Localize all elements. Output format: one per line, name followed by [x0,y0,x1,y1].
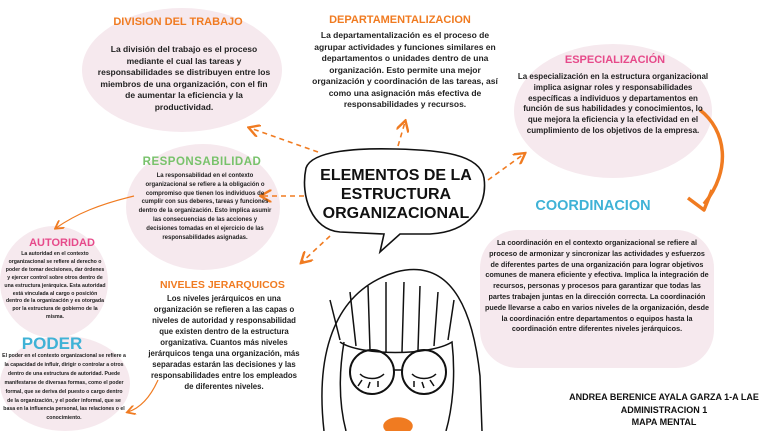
poder-title: PODER [21,334,83,353]
arrow-niveles [302,236,330,262]
arrow-especializacion [488,154,524,180]
autoridad-text: La autoridad en el contexto organizacional se refiere al derecho o poder de tomar decisiones, dar órdenes y ejercer control sobre otros dentro de una estructura jerárquica. Esta autoridad está vinculada al cargo o posición dentro de la organización y es otorgada por la estructura de gobierno de la misma. [4,251,106,321]
especializacion-title: ESPECIALIZACIÓN [564,54,666,66]
arrow-coordinacion-head [688,190,712,210]
departamentalizacion-text: La departamentalización es el proceso de agrupar actividades y funciones similares en departamentos o unidades dentro de una organización. Esto permite una mejor organización y coordinación de las tareas, así como una asignación más efectiva de responsabilidades y recursos. [312,30,498,109]
responsabilidad-title: RESPONSABILIDAD [142,156,262,168]
credits-author: ANDREA BERENICE AYALA GARZA 1-A LAE [569,392,759,402]
arrow-departamentalizacion [398,122,405,146]
niveles-title: NIVELES JERARQUICOS [160,279,285,291]
poder-text: El poder en el contexto organizacional se refiere a la capacidad de influir, dirigir o controlar a otros dentro de una estructura de autoridad. Puede manifestarse de diversas formas, como el poder formal, que se deriva del puesto o cargo dentro de la organización, y el poder informal, que se basa en la influencia personal, las relaciones o el conocimiento. [2,353,126,422]
division-title: DIVISION DEL TRABAJO [113,16,243,28]
arrow-autoridad [56,196,134,228]
responsabilidad-text: La responsabilidad en el contexto organizacional se refiere a la obligación o compromiso que tienen los individuos de cumplir con sus deberes, tareas y funciones dentro de la organización. Esto implica asumir las consecuencias de las acciones y decisiones tomadas en el ejercicio de las responsabilidades asignadas. [138,173,272,241]
autoridad-title: AUTORIDAD [29,237,95,249]
division-text: La división del trabajo es el proceso mediante el cual las tareas y responsabilidades se distribuyen entre los miembros de una organización, con el fin de aumentar la eficiencia y la productividad. [97,44,271,112]
coordinacion-title: COORDINACION [535,198,651,214]
coordinacion-text: La coordinación en el contexto organizacional se refiere al proceso de armonizar y sincronizar las actividades y esfuerzos de diferentes partes de una organización para lograr objetivos comunes de manera eficiente y efectiva. Implica la integración de recursos, personas y procesos para garantizar que todas las partes trabajen juntas en la dirección correcta. La coordinación puede llevarse a cabo en varios niveles de la organización, desde la coordinación entre departamentos o equipos hasta la coordinación entre diferentes niveles jerárquicos. [484,238,710,334]
girl-illustration [322,270,482,431]
arrow-division [250,128,318,152]
especializacion-text: La especialización en la estructura organizacional implica asignar roles y responsabilidades específicas a individuos y departamentos en función de sus habilidades y conocimientos, lo que mejora la eficiencia y la efectividad en el cumplimiento de los objetivos de la empresa. [517,72,709,135]
credits-type: MAPA MENTAL [631,417,697,427]
niveles-text: Los niveles jerárquicos en una organización se refieren a las capas o niveles de autoridad y responsabilidad que existen dentro de la estructura organizativa. Cuantos más niveles jerárquicos tenga una organización, más separadas estarán las decisiones y las responsabilidades entre los empleados de diferentes niveles. [148,294,300,391]
central-title-line-1: ELEMENTOS DE LA [320,167,472,184]
central-title-line-3: ORGANIZACIONAL [322,205,470,222]
central-title [314,166,478,223]
credits-course: ADMINISTRACION 1 [620,404,708,415]
central-title-line-2: ESTRUCTURA [340,186,452,203]
credits [560,391,768,429]
departamentalizacion-title: DEPARTAMENTALIZACION [329,14,471,26]
